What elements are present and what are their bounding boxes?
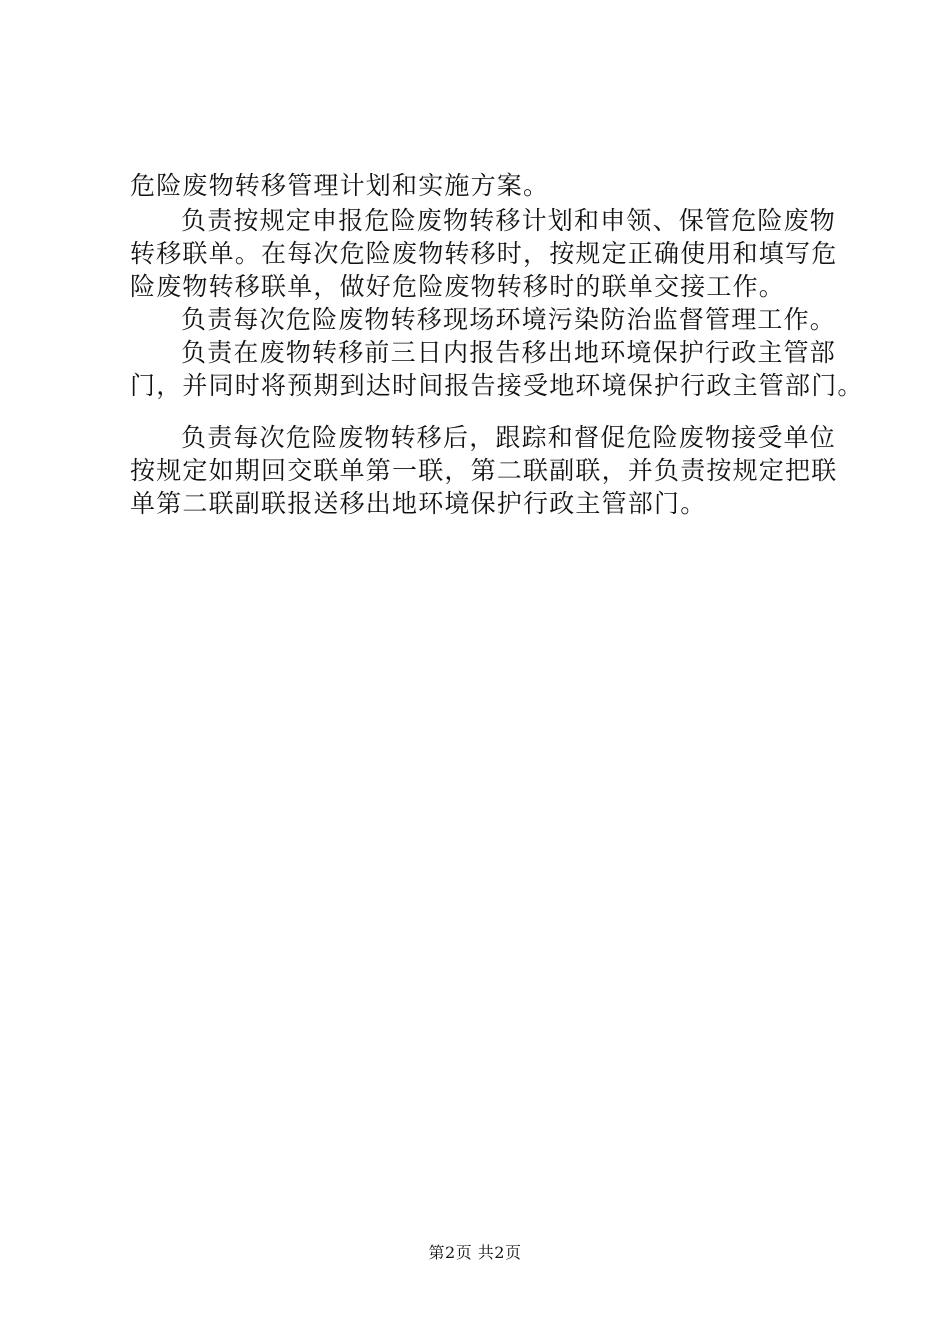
paragraph-line-1: 危险废物转移管理计划和实施方案。 (130, 171, 550, 200)
paragraph-line-9: 按规定如期回交联单第一联，第二联副联，并负责按规定把联 (130, 456, 838, 485)
page-number-footer: 第2页 共2页 (428, 1243, 522, 1262)
paragraph-line-8: 负责每次危险废物转移后，跟踪和督促危险废物接受单位 (181, 423, 837, 452)
paragraph-line-2: 负责按规定申报危险废物转移计划和申领、保管危险废物 (181, 206, 837, 235)
paragraph-line-5: 负责每次危险废物转移现场环境污染防治监督管理工作。 (181, 305, 837, 334)
paragraph-line-10: 单第二联副联报送移出地环境保护行政主管部门。 (130, 489, 707, 518)
paragraph-line-6: 负责在废物转移前三日内报告移出地环境保护行政主管部 (181, 338, 837, 367)
paragraph-line-4: 险废物转移联单，做好危险废物转移时的联单交接工作。 (130, 272, 786, 301)
paragraph-line-3: 转移联单。在每次危险废物转移时，按规定正确使用和填写危 (130, 239, 838, 268)
paragraph-line-7: 门，并同时将预期到达时间报告接受地环境保护行政主管部门。 (130, 371, 864, 400)
